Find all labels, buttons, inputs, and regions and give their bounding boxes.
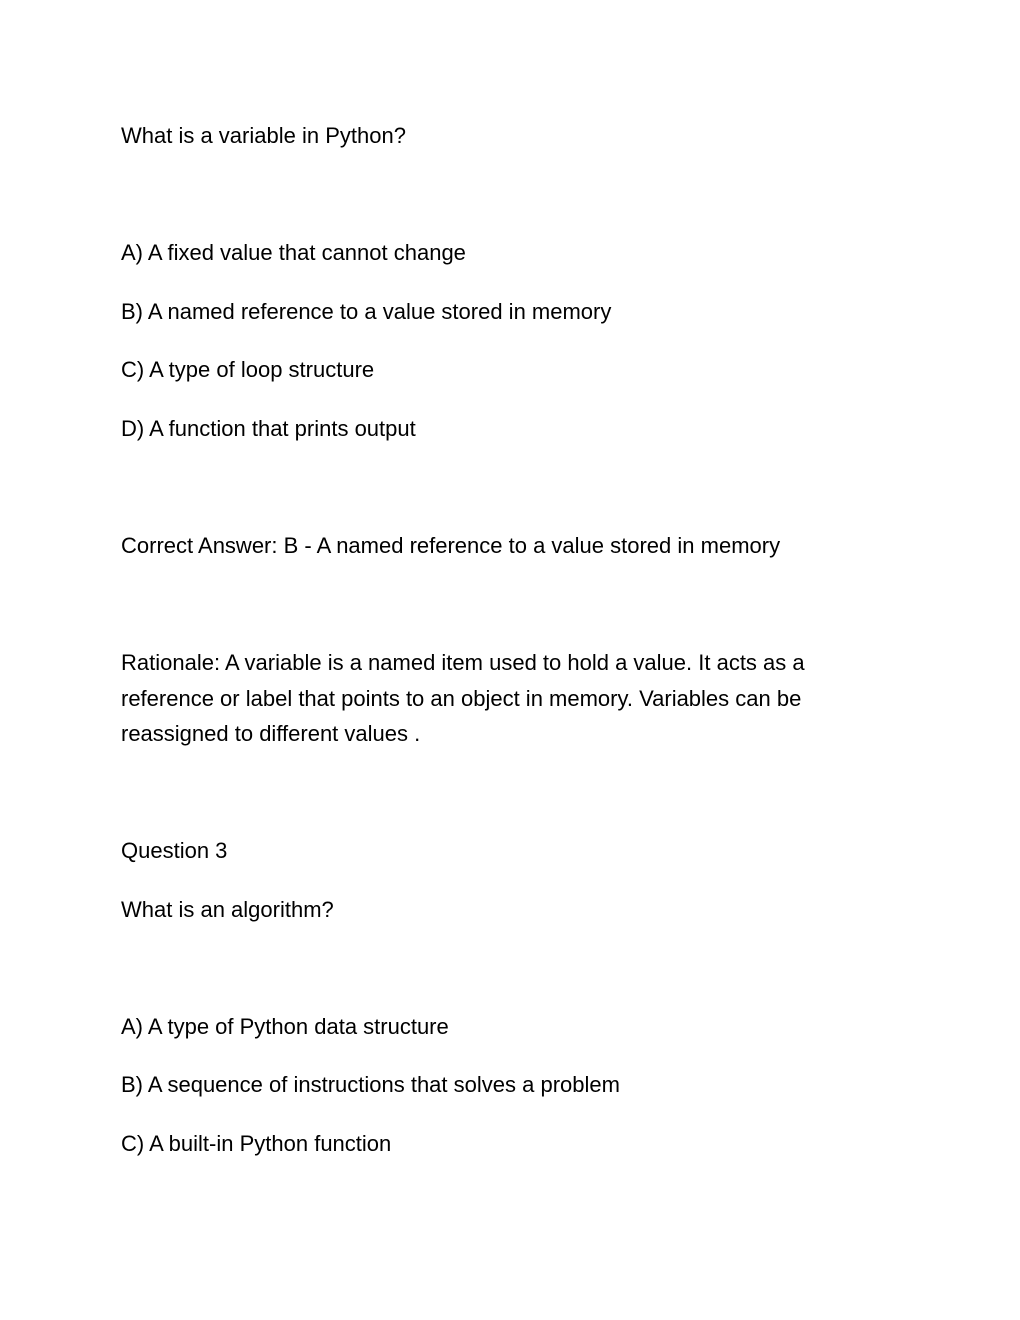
question-2-option-b: B) A named reference to a value stored in memory [121,299,612,324]
question-2-prompt: What is a variable in Python? [121,123,406,148]
question-3-option-a: A) A type of Python data structure [121,1014,449,1039]
question-2-option-a: A) A fixed value that cannot change [121,240,466,265]
question-3-heading: Question 3 [121,838,228,863]
question-2-correct-answer: Correct Answer: B - A named reference to a value stored in memory [121,533,781,558]
question-3-prompt: What is an algorithm? [121,897,334,922]
question-2-rationale: Rationale: A variable is a named item used to hold a value. It acts as a reference or label that points to an object in memory. Variables can be reassigned to different values . [121,650,805,746]
question-2-option-c: C) A type of loop structure [121,357,375,382]
question-3-option-c: C) A built-in Python function [121,1131,392,1156]
question-3-option-b: B) A sequence of instructions that solves a problem [121,1072,620,1097]
question-2-option-d: D) A function that prints output [121,416,416,441]
